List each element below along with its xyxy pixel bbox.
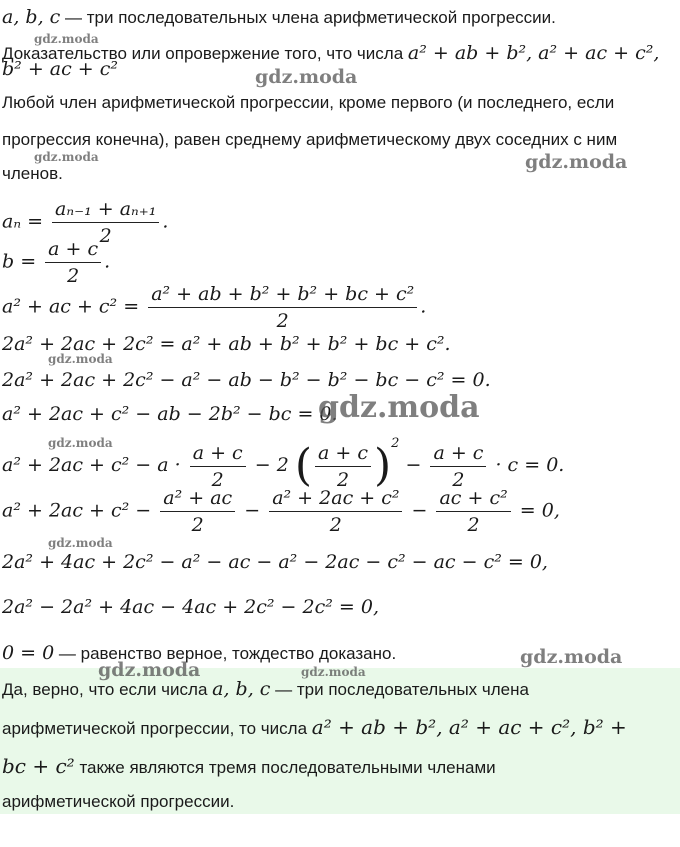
formula-7-numerator-1: a + c (190, 442, 246, 467)
formula-3-denominator: 2 (276, 310, 289, 332)
watermark: gdz.moda (34, 32, 99, 46)
formula-8-denominator-1: 2 (191, 514, 204, 536)
formula-8-end: = 0, (519, 499, 560, 522)
formula-8-denominator-3: 2 (467, 514, 480, 536)
formula-7-denominator-2: 2 (336, 468, 350, 491)
answer-math-1: a, b, c (212, 678, 271, 700)
condition-line (2, 6, 556, 28)
formula-7-numerator-2: a + c (315, 442, 371, 467)
formula-1-lhs: aₙ = (2, 210, 43, 233)
formula-8-numerator-3: ac + c² (436, 487, 510, 512)
formula-4: 2a² + 2ac + 2c² = a² + ab + b² + b² + bc + c². (2, 333, 451, 355)
answer-line-1 (2, 678, 529, 700)
rule-line-2: прогрессия конечна), равен среднему арифметическому двух соседних с ним (2, 130, 618, 149)
watermark: gdz.moda (301, 665, 366, 679)
answer-text-2: — три последовательных члена (275, 680, 529, 699)
formula-9: 2a² + 4ac + 2c² − a² − ac − a² − 2ac − c² − ac − c² = 0, (2, 551, 548, 573)
formula-7-fraction-3 (430, 442, 486, 491)
formula-8-denominator-2: 2 (329, 514, 342, 536)
formula-3 (2, 283, 426, 332)
formula-5: 2a² + 2ac + 2c² − a² − ab − b² − b² − bc − c² = 0. (2, 369, 491, 391)
answer-math-3: bc + c² (2, 754, 75, 778)
formula-7-numerator-3: a + c (430, 442, 486, 467)
conclusion-text: — равенство верное, тождество доказано. (58, 644, 397, 663)
rule-line-3: членов. (2, 164, 63, 183)
formula-6: a² + 2ac + c² − ab − 2b² − bc = 0. (2, 403, 338, 425)
formula-8-fraction-1 (160, 487, 235, 536)
formula-2-denominator: 2 (67, 265, 80, 287)
answer-box (0, 668, 680, 814)
formula-7-part-a: a² + 2ac + c² − a · (2, 454, 181, 476)
answer-math-2: a² + ab + b², a² + ac + c², b² + (311, 715, 627, 739)
clipped-line-fragment: b² + ac + c² (2, 58, 119, 80)
rule-line-1: Любой член арифметической прогрессии, кроме первого (и последнего, если (2, 93, 615, 112)
condition-math: a, b, c (2, 6, 61, 28)
formula-8 (2, 487, 560, 536)
answer-text-1: Да, верно, что если числа (2, 680, 208, 699)
formula-8-numerator-1: a² + ac (160, 487, 235, 512)
formula-3-lhs: a² + ac + c² = (2, 295, 140, 318)
formula-7-fraction-2 (315, 442, 371, 491)
formula-7-part-c: − (405, 454, 422, 476)
answer-line-2 (2, 715, 627, 739)
formula-2-numerator: a + c (45, 238, 101, 263)
formula-8-fraction-2 (269, 487, 402, 536)
watermark: gdz.moda (525, 151, 628, 173)
formula-7-part-d: · c = 0. (495, 454, 565, 476)
formula-1-numerator: aₙ₋₁ + aₙ₊₁ (52, 198, 159, 223)
formula-2-end: . (104, 250, 111, 273)
formula-3-numerator: a² + ab + b² + b² + bc + c² (148, 283, 417, 308)
formula-2-fraction (45, 238, 101, 287)
watermark: gdz.moda (48, 352, 113, 366)
formula-2 (2, 238, 110, 287)
formula-8-minus-1: − (244, 499, 261, 522)
watermark: gdz.moda (34, 150, 99, 164)
formula-8-fraction-3 (436, 487, 510, 536)
watermark: gdz.moda (318, 390, 480, 425)
formula-7-denominator-1: 2 (211, 468, 224, 491)
formula-8-minus-2: − (411, 499, 428, 522)
formula-3-fraction (148, 283, 417, 332)
condition-text: — три последовательных члена арифметической прогрессии. (65, 8, 556, 27)
formula-1-denominator: 2 (99, 225, 112, 247)
answer-text-3: арифметической прогрессии, то числа (2, 719, 308, 738)
formula-7-fraction-1 (190, 442, 246, 491)
formula-7-left-paren: ( (294, 440, 313, 491)
watermark: gdz.moda (98, 659, 201, 681)
formula-1-end: . (162, 210, 169, 233)
formula-3-end: . (420, 295, 427, 318)
task-text: Доказательство или опровержение того, что числа (2, 44, 404, 63)
formula-7-right-paren: ) (373, 440, 392, 491)
watermark: gdz.moda (48, 536, 113, 550)
watermark: gdz.moda (48, 436, 113, 450)
answer-line-4: арифметической прогрессии. (2, 792, 235, 811)
answer-text-4: также являются тремя последовательными членами (79, 758, 496, 777)
answer-line-3 (2, 754, 496, 778)
formula-7-part-b: − 2 (254, 454, 289, 476)
formula-2-lhs: b = (2, 250, 37, 273)
task-math: a² + ab + b², a² + ac + c², (407, 42, 660, 64)
formula-8-numerator-2: a² + 2ac + c² (269, 487, 402, 512)
formula-10: 2a² − 2a² + 4ac − 4ac + 2c² − 2c² = 0, (2, 596, 379, 618)
watermark: gdz.moda (255, 66, 358, 88)
watermark: gdz.moda (520, 646, 623, 668)
conclusion-math: 0 = 0 (2, 642, 55, 664)
formula-8-part-a: a² + 2ac + c² − (2, 499, 152, 522)
formula-7-denominator-3: 2 (452, 468, 465, 491)
formula-7-square: 2 (391, 436, 400, 451)
